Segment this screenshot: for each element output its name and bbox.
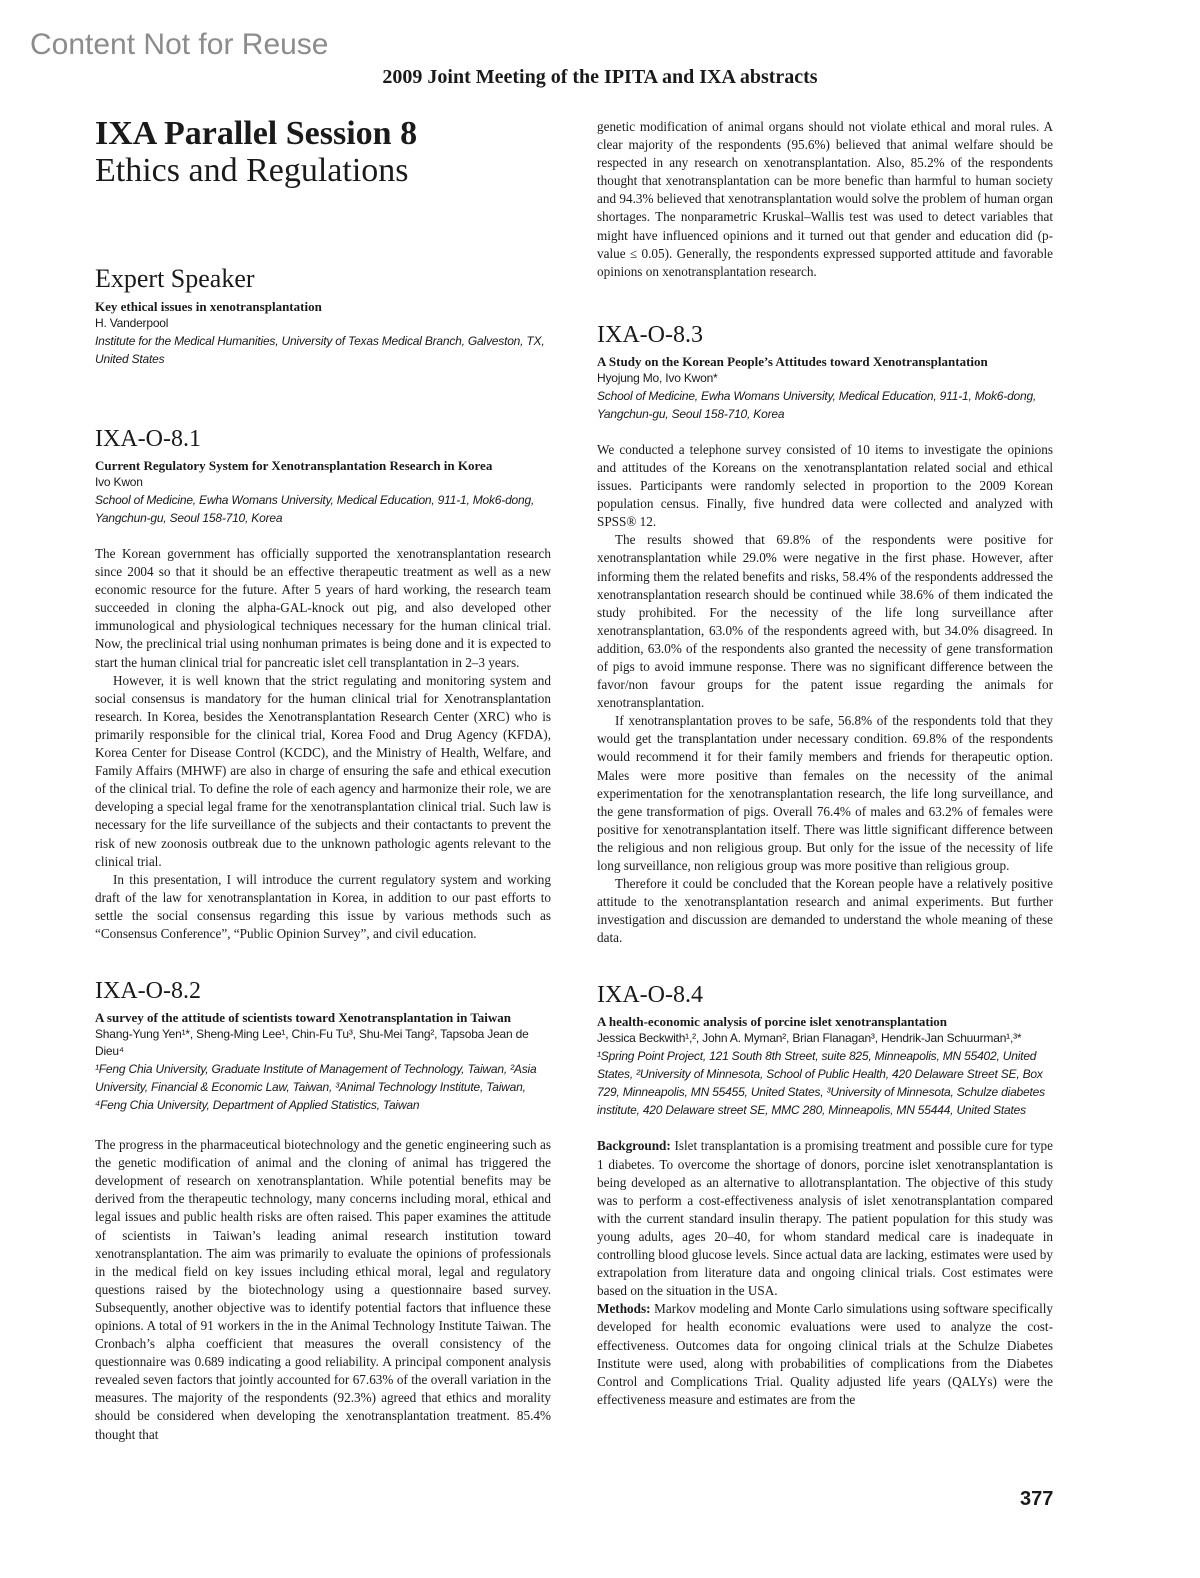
- methods-paragraph: [597, 1300, 1053, 1409]
- expert-speaker-section: [95, 264, 551, 368]
- watermark: Content Not for Reuse: [30, 28, 329, 61]
- paragraph: If xenotransplantation proves to be safe, 56.8% of the respondents told that they would get the transplantation under necessary condition. 69.8% of the respondents would recommend it for their family members and friends for therapeutic option. Males were more positive than females on the necessity of the animal experimentation for the xenotransplantation research, the life long surveillance, and the gene transformation of pigs. Overall 76.4% of males and 63.2% of females were positive for xenotransplantation itself. There was little significant difference between the religious and non religious group. But only for the issue of the necessity of life long surveillance, non religious group was more positive than religious group.: [597, 713, 1053, 873]
- abstract-affiliation: School of Medicine, Ewha Womans University, Medical Education, 911-1, Mok6-dong, Yangchun-gu, Seoul 158-710, Korea: [95, 493, 535, 525]
- expert-affiliation: Institute for the Medical Humanities, University of Texas Medical Branch, Galveston, TX, United States: [95, 334, 545, 366]
- abstract-body: [597, 441, 1053, 948]
- session-title: IXA Parallel Session 8: [95, 115, 418, 152]
- session-subtitle: Ethics and Regulations: [95, 152, 409, 189]
- abstract-title: Current Regulatory System for Xenotransplantation Research in Korea: [95, 458, 493, 473]
- paragraph: genetic modification of animal organs should not violate ethical and moral rules. A clear majority of the respondents (95.6%) believed that animal welfare should be respected in any research on xenotransplantation. Also, 85.2% of the respondents thought that xenotransplantation can be more benefic than harmful to human society and 94.3% believed that xenotransplantation would solve the problem of human organ shortages. The nonparametric Kruskal–Wallis test was used to detect variables that might have influenced opinions and it turned out that gender and education did (p-value ≤ 0.05). Generally, the respondents expressed supported attitude and favorable opinions on xenotransplantation research.: [597, 119, 1053, 279]
- abstract-authors: Hyojung Mo, Ivo Kwon*: [597, 370, 718, 385]
- abstract-id: IXA-O-8.3: [597, 321, 703, 348]
- background-text: Islet transplantation is a promising treatment and possible cure for type 1 diabetes. To overcome the shortage of donors, porcine islet xenotransplantation is being developed as an alternative to allotransplantation. The objective of this study was to perform a cost-effectiveness analysis of islet xenotransplantation compared with the current standard insulin therapy. The patient population for this study was young adults, ages 20–40, for whom standard medical care is inadequate in controlling blood glucose levels. Since actual data are lacking, estimates were used by extrapolation from literature data and ongoing clinical trials. Cost estimates were based on the situation in the USA.: [597, 1138, 1054, 1299]
- abstract-8-2: [95, 977, 551, 1444]
- abstract-title: A Study on the Korean People’s Attitudes toward Xenotransplantation: [597, 353, 988, 369]
- paragraph: Therefore it could be concluded that the Korean people have a relatively positive attitude to the xenotransplantation research and animal experiments. But further investigation and discussion are demanded to understand the whole meaning of these data.: [597, 876, 1053, 946]
- expert-talk-title: Key ethical issues in xenotransplantation: [95, 299, 322, 314]
- abstract-id: IXA-O-8.4: [597, 982, 703, 1009]
- abstract-id: IXA-O-8.1: [95, 426, 201, 452]
- paragraph: In this presentation, I will introduce the current regulatory system and working draft of the law for xenotransplantation in Korea, in addition to our past efforts to settle the social consensus regarding this issue by various methods such as “Consensus Conference”, “Public Opinion Survey”, and civil education.: [95, 871, 551, 941]
- page-number: 377: [1020, 1488, 1054, 1510]
- methods-text: Markov modeling and Monte Carlo simulations using software specifically developed for health economic evaluations were used to analyze the cost-effectiveness. Outcomes data for ongoing clinical trials at the Schulze Diabetes Institute were used, along with probabilities of complications from the Diabetes Control and Complications Trial. Quality adjusted life years (QALYs) were the effectiveness measure and estimates are from the: [597, 1301, 1053, 1407]
- expert-authors: H. Vanderpool: [95, 316, 169, 330]
- left-column: [95, 116, 551, 1444]
- abstract-affiliation: ¹Feng Chia University, Graduate Institute of Management of Technology, Taiwan, ²Asia University, Financial & Economic Law, Taiwan, ³Animal Technology Institute, Taiwan, ⁴Feng Chia University, Department of Applied Statistics, Taiwan: [95, 1062, 537, 1113]
- paragraph: The results showed that 69.8% of the respondents were positive for xenotransplantation while 29.0% were negative in the first phase. However, after informing them the related benefits and risks, 58.4% of the respondents addressed the xenotransplantation research should be continued while 38.6% of them indicated the study prohibited. For the necessity of the life long surveillance after xenotransplantation, 63.0% of the respondents agreed with, but 34.0% disagreed. In addition, 63.0% of the respondents also granted the necessity of gene transformation of pigs to avoid immune response. There was no significant difference between the favor/non favour groups for the patent issue regarding the animals for xenotransplantation.: [597, 532, 1053, 711]
- abstract-8-2-continued: [597, 118, 1053, 281]
- abstract-8-1: [95, 425, 551, 943]
- abstract-authors: Ivo Kwon: [95, 475, 143, 489]
- abstract-affiliation: School of Medicine, Ewha Womans University, Medical Education, 911-1, Mok6-dong, Yangchun-gu, Seoul 158-710, Korea: [597, 388, 1037, 421]
- abstract-body: [597, 1137, 1053, 1408]
- running-head: 2009 Joint Meeting of the IPITA and IXA abstracts: [382, 66, 818, 88]
- paragraph: The progress in the pharmaceutical biotechnology and the genetic engineering such as the genetic modification of animal and the cloning of animal has triggered the development of research on xenotransplantation. While potential benefits may be derived from the therapeutic technology, many concerns including moral, ethical and legal issues and public health risks are often raised. This paper examines the attitude of scientists in Taiwan’s leading animal research institution toward xenotransplantation. The aim was primarily to evaluate the opinions of professionals in the medical field on key issues including ethical moral, legal and regulatory questions raised by the biotechnology using a questionnaire based survey. Subsequently, another objective was to identify potential factors that influence these opinions. A total of 91 workers in the in the Animal Technology Institute Taiwan. The Cronbach’s alpha coefficient that measures the overall consistency of the questionnaire was 0.689 indicating a good reliability. A principal component analysis revealed seven factors that jointly accounted for 67.63% of the overall variation in the measures. The majority of the respondents (92.3%) agreed that ethics and morality should be considered when developing the xenotransplantation treatment. 85.4% thought that: [95, 1137, 551, 1442]
- abstract-authors: Shang-Yung Yen¹*, Sheng-Ming Lee¹, Chin-Fu Tu³, Shu-Mei Tang², Tapsoba Jean de Dieu⁴: [95, 1027, 529, 1059]
- expert-speaker-heading: Expert Speaker: [95, 264, 255, 293]
- abstract-affiliation: ¹Spring Point Project, 121 South 8th Street, suite 825, Minneapolis, MN 55402, United States, ²University of Minnesota, School of Public Health, 420 Delaware Street SE, Box 729, Minneapolis, MN 55455, United States, ³University of Minnesota, Schulze diabetes institute, 420 Delaware street SE, MMC 280, Minneapolis, MN 55444, United States: [597, 1049, 1045, 1118]
- right-column: [597, 118, 1053, 1409]
- paragraph: However, it is well known that the strict regulating and monitoring system and social consensus is mandatory for the human clinical trial for Xenotransplantation research. In Korea, besides the Xenotransplantation Research Center (XRC) who is primarily responsible for the clinical trial, Korea Food and Drug Agency (KFDA), Korea Center for Disease Control (KCDC), and the Ministry of Health, Welfare, and Family Affairs (MHWF) are also in charge of ensuring the safe and ethical execution of the clinical trial. To define the role of each agency and harmonize their role, we are developing a special legal frame for the xenotransplantation clinical trial. Such law is necessary for the life surveillance of the subjects and their contactants to prevent the risk of new zoonosis outbreak due to the unknown pathologic agents relevant to the clinical trial.: [95, 672, 551, 869]
- abstract-8-3: [597, 321, 1053, 948]
- abstract-id: IXA-O-8.2: [95, 978, 201, 1005]
- paragraph: The Korean government has officially supported the xenotransplantation research since 2004 so that it should be an effective therapeutic treatment as well as a new economic resource for the future. After 5 years of hard working, the research team succeeded in cloning the alpha-GAL-knock out pig, and also developed other immunological and physiological techniques necessary for the human clinical trial. Now, the preclinical trial using nonhuman primates is being done and it is expected to start the human clinical trial for pancreatic islet cell transplantation in 2–3 years.: [95, 546, 551, 670]
- background-paragraph: [597, 1137, 1053, 1300]
- methods-label: Methods:: [597, 1301, 651, 1317]
- abstract-body: [95, 545, 551, 943]
- abstract-title: A health-economic analysis of porcine islet xenotransplantation: [597, 1014, 948, 1030]
- background-label: Background:: [597, 1138, 671, 1154]
- abstract-authors: Jessica Beckwith¹,², John A. Myman², Brian Flanagan³, Hendrik-Jan Schuurman¹,³*: [597, 1031, 1022, 1046]
- paragraph: We conducted a telephone survey consisted of 10 items to investigate the opinions and attitudes of the Koreans on the xenotransplantation related social and ethical issues. Participants were randomly selected in proportion to the 2009 Korean population census. Finally, five hundred data were collected and analyzed with SPSS® 12.: [597, 441, 1053, 530]
- abstract-title: A survey of the attitude of scientists toward Xenotransplantation in Taiwan: [95, 1010, 512, 1026]
- abstract-8-4: [597, 981, 1053, 1408]
- abstract-body: [95, 1136, 551, 1444]
